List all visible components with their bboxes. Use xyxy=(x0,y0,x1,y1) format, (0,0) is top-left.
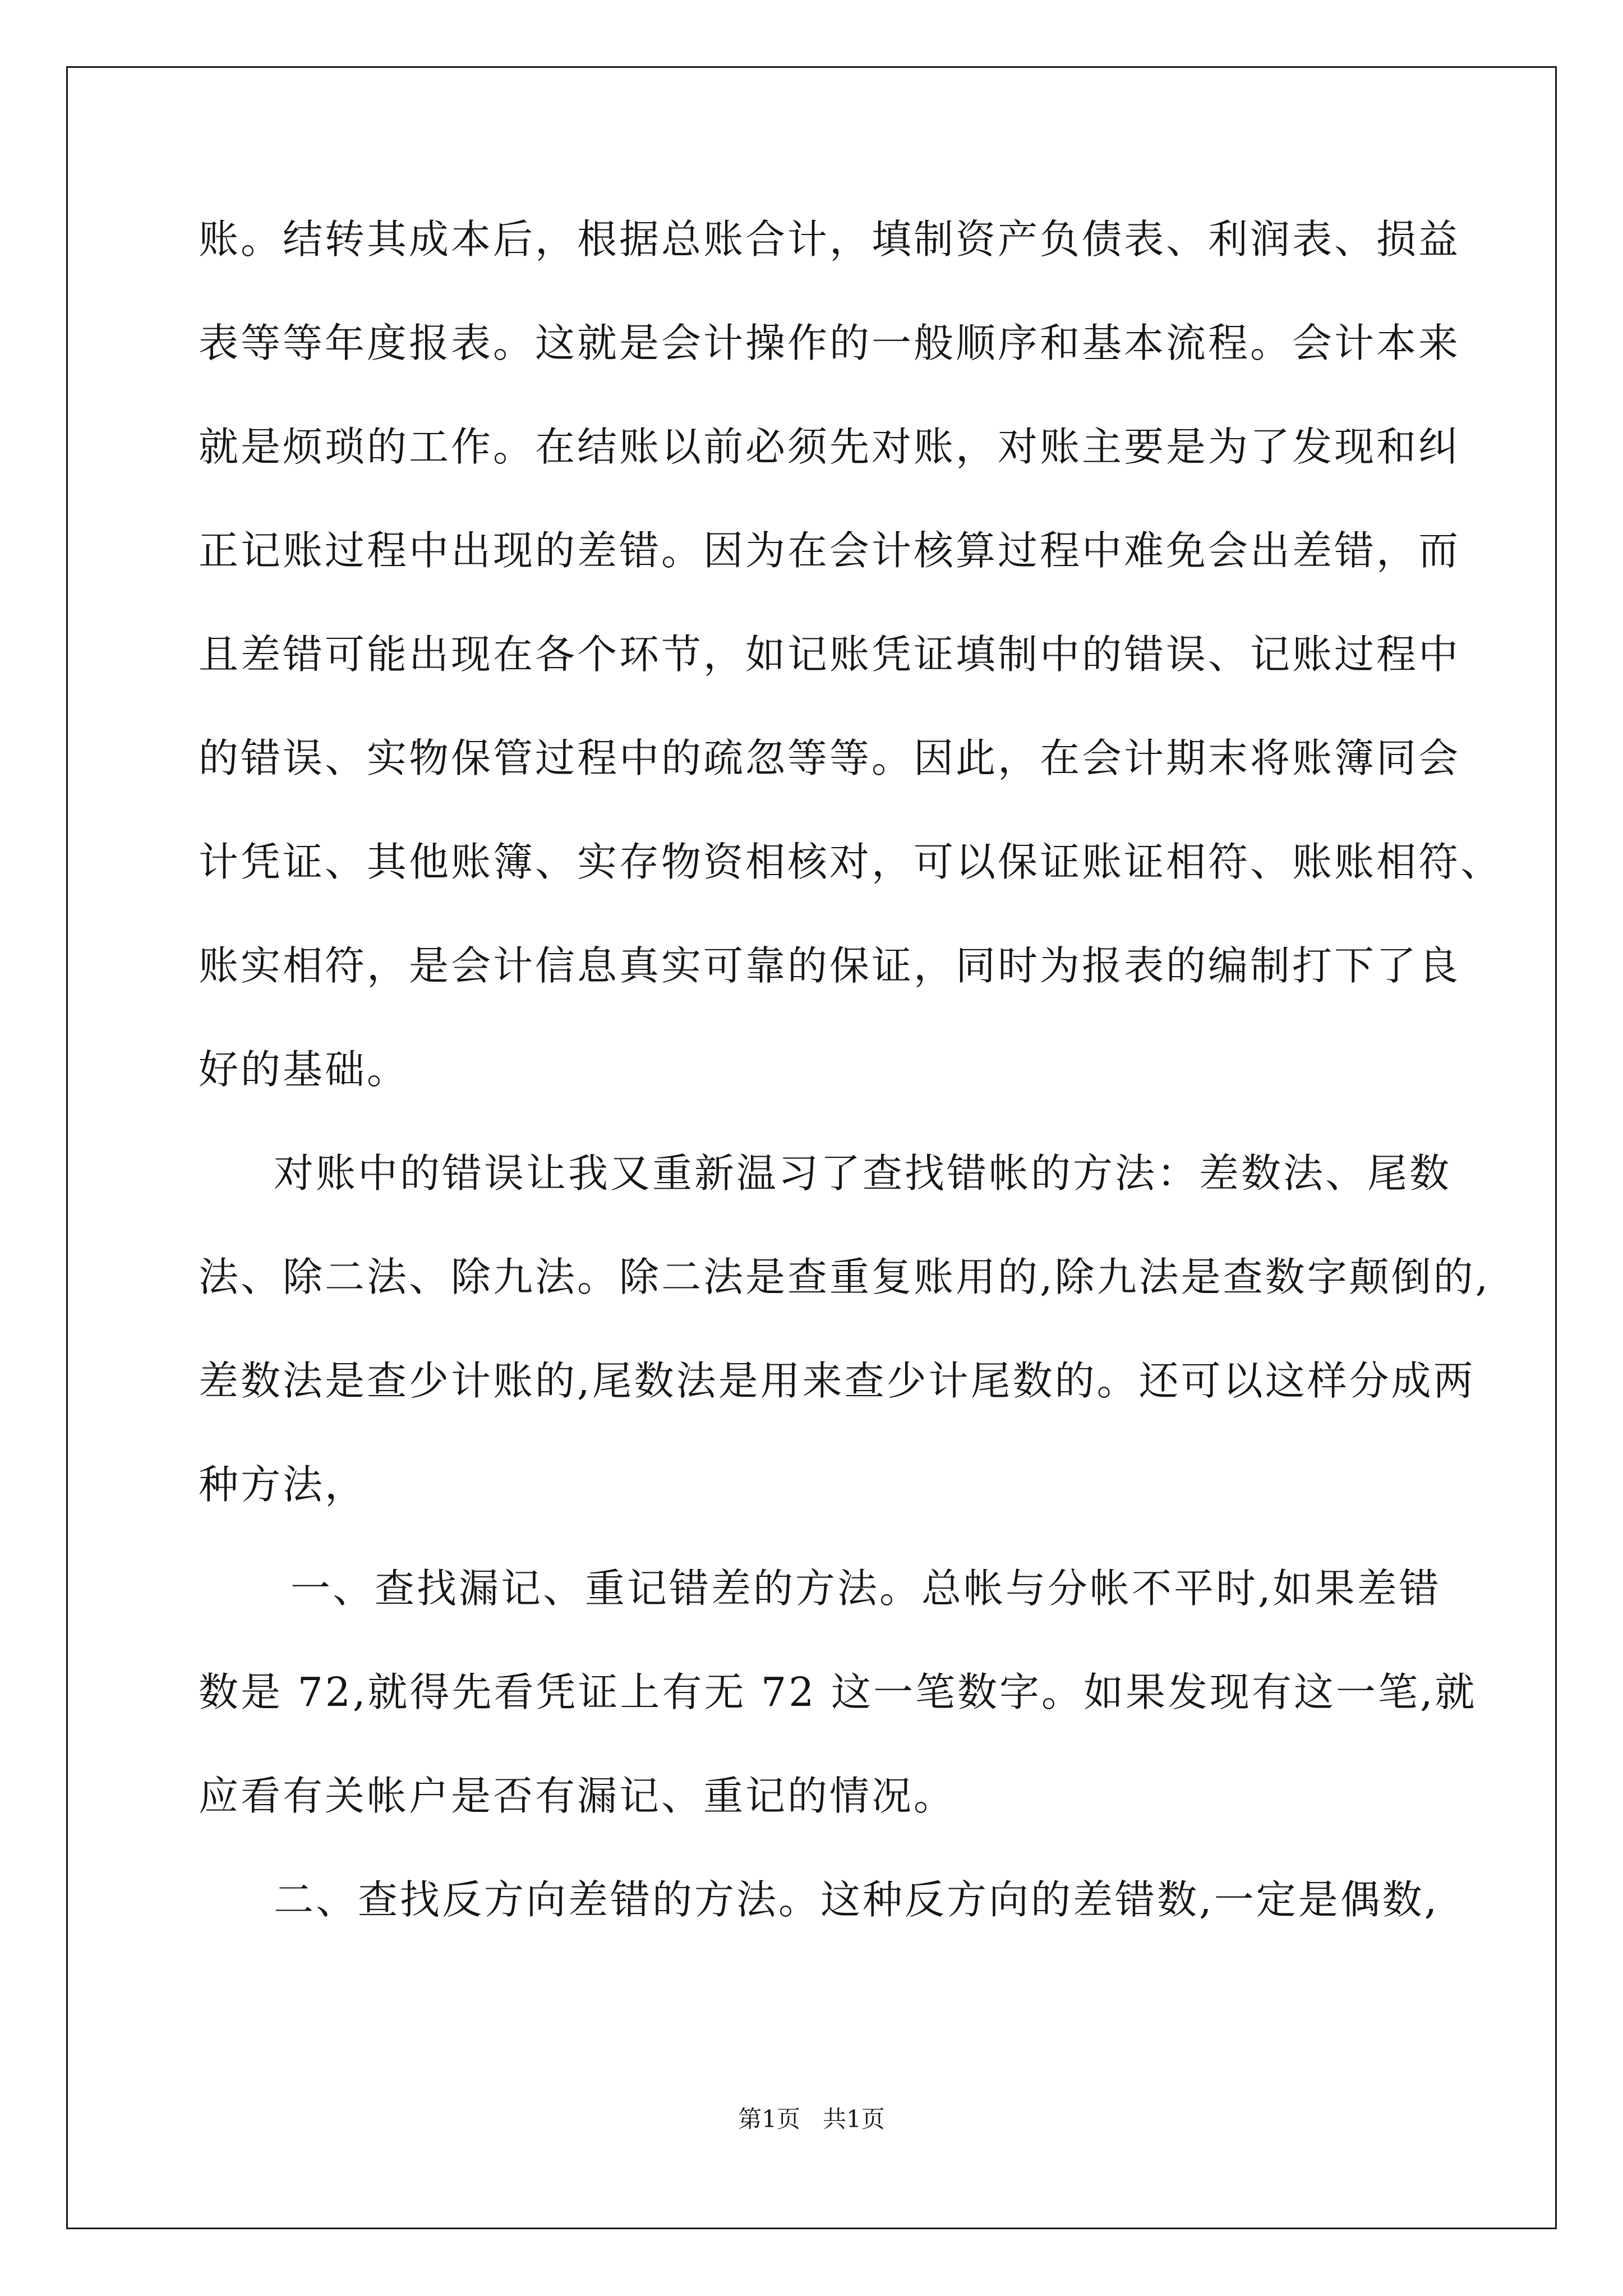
paragraph-start: 一、查找漏记、重记错差的方法。总帐与分帐不平时,如果差错 xyxy=(291,1565,1441,1612)
document-body xyxy=(199,208,1503,1972)
text-line: 法、除二法、除九法。除二法是查重复账用的,除九法是查数字颠倒的, xyxy=(199,1254,1491,1300)
text-line: 数是 72,就得先看凭证上有无 72 这一笔数字。如果发现有这一笔,就 xyxy=(199,1669,1477,1715)
text-line: 的错误、实物保管过程中的疏忽等等。因此，在会计期末将账簿同会 xyxy=(199,735,1461,781)
text-line: 计凭证、其他账簿、实存物资相核对，可以保证账证相符、账账相符、 xyxy=(199,839,1503,885)
text-line: 好的基础。 xyxy=(199,1046,409,1093)
text-line: 就是烦琐的工作。在结账以前必须先对账，对账主要是为了发现和纠 xyxy=(199,424,1461,470)
text-line: 差数法是查少计账的,尾数法是用来查少计尾数的。还可以这样分成两 xyxy=(199,1358,1476,1404)
paragraph-start: 对账中的错误让我又重新温习了查找错帐的方法：差数法、尾数 xyxy=(274,1150,1452,1197)
text-line: 且差错可能出现在各个环节，如记账凭证填制中的错误、记账过程中 xyxy=(199,631,1461,678)
text-line: 表等等年度报表。这就是会计操作的一般顺序和基本流程。会计本来 xyxy=(199,320,1461,366)
text-line: 种方法， xyxy=(199,1461,367,1508)
text-line: 账实相符，是会计信息真实可靠的保证，同时为报表的编制打下了良 xyxy=(199,942,1461,989)
page-number: 第1页 xyxy=(738,2105,800,2133)
page-total: 共1页 xyxy=(823,2105,885,2133)
text-line: 应看有关帐户是否有漏记、重记的情况。 xyxy=(199,1773,956,1819)
text-line: 正记账过程中出现的差错。因为在会计核算过程中难免会出差错，而 xyxy=(199,527,1461,574)
page-footer xyxy=(0,2101,1623,2134)
text-line: 账。结转其成本后，根据总账合计，填制资产负债表、利润表、损益 xyxy=(199,216,1461,263)
paragraph-start: 二、查找反方向差错的方法。这种反方向的差错数,一定是偶数, xyxy=(274,1876,1440,1923)
